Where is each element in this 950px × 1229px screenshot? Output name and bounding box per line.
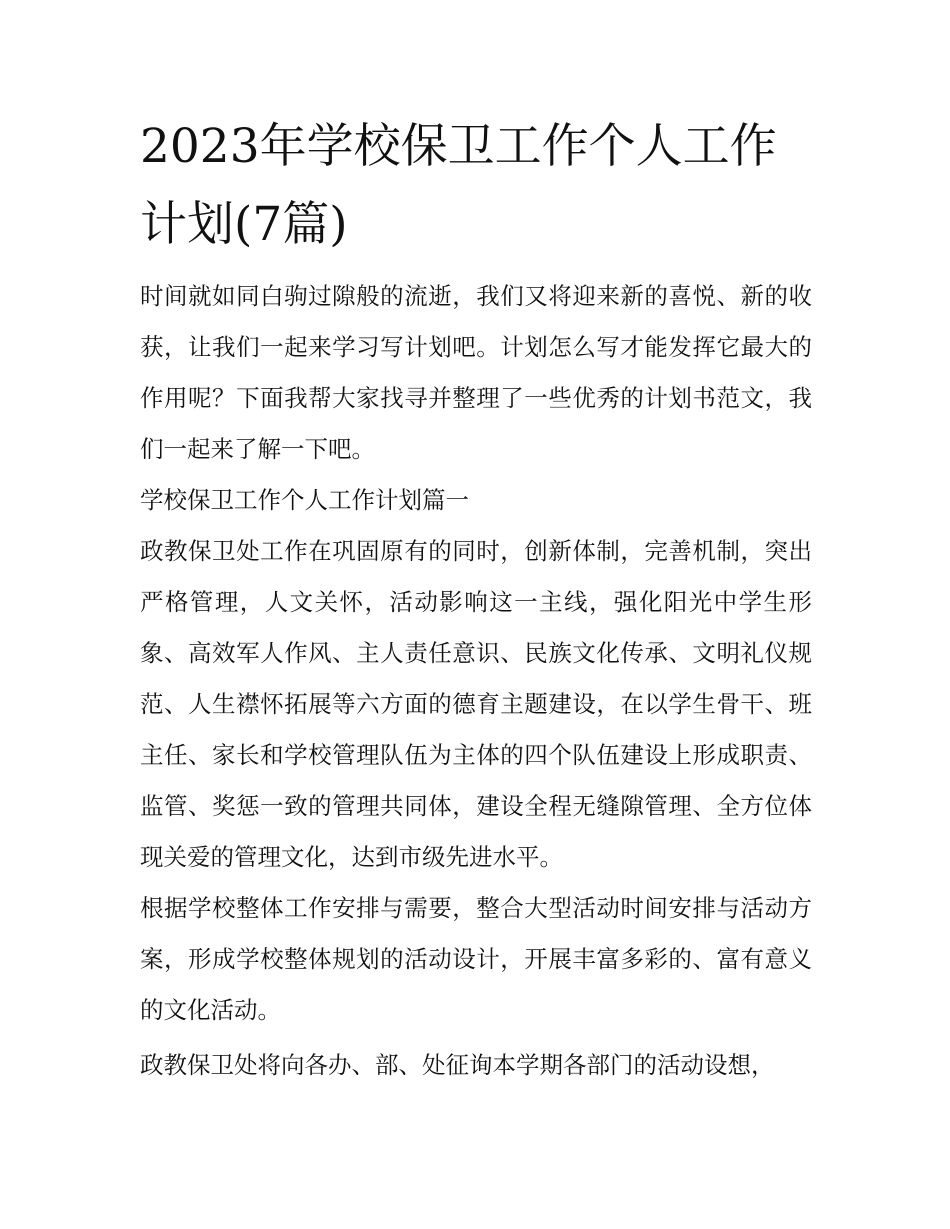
section-heading: 学校保卫工作个人工作计划篇一	[140, 486, 469, 514]
intro-paragraph: 时间就如同白驹过隙般的流逝，我们又将迎来新的喜悦、新的收获，让我们一起来学习写计划吧。计划怎么写才能发挥它最大的作用呢？下面我帮大家找寻并整理了一些优秀的计划书范文，我们一起来了解一下吧。	[140, 282, 812, 463]
body-paragraph: 根据学校整体工作安排与需要，整合大型活动时间安排与活动方案，形成学校整体规划的活动设计，开展丰富多彩的、富有意义的文化活动。	[140, 894, 812, 1024]
document-title: 2023年学校保卫工作个人工作计划(7篇)	[140, 119, 777, 252]
body-paragraph: 政教保卫处工作在巩固原有的同时，创新体制，完善机制，突出严格管理，人文关怀，活动影响这一主线，强化阳光中学生形象、高效军人作风、主人责任意识、民族文化传承、文明礼仪规范、人生襟怀拓展等六方面的德育主题建设，在以学生骨干、班主任、家长和学校管理队伍为主体的四个队伍建设上形成职责、监管、奖惩一致的管理共同体，建设全程无缝隙管理、全方位体现关爱的管理文化，达到市级先进水平。	[140, 537, 812, 871]
body-paragraph: 政教保卫处将向各办、部、处征询本学期各部门的活动设想，	[140, 1051, 775, 1079]
document-page	[140, 108, 812, 1091]
